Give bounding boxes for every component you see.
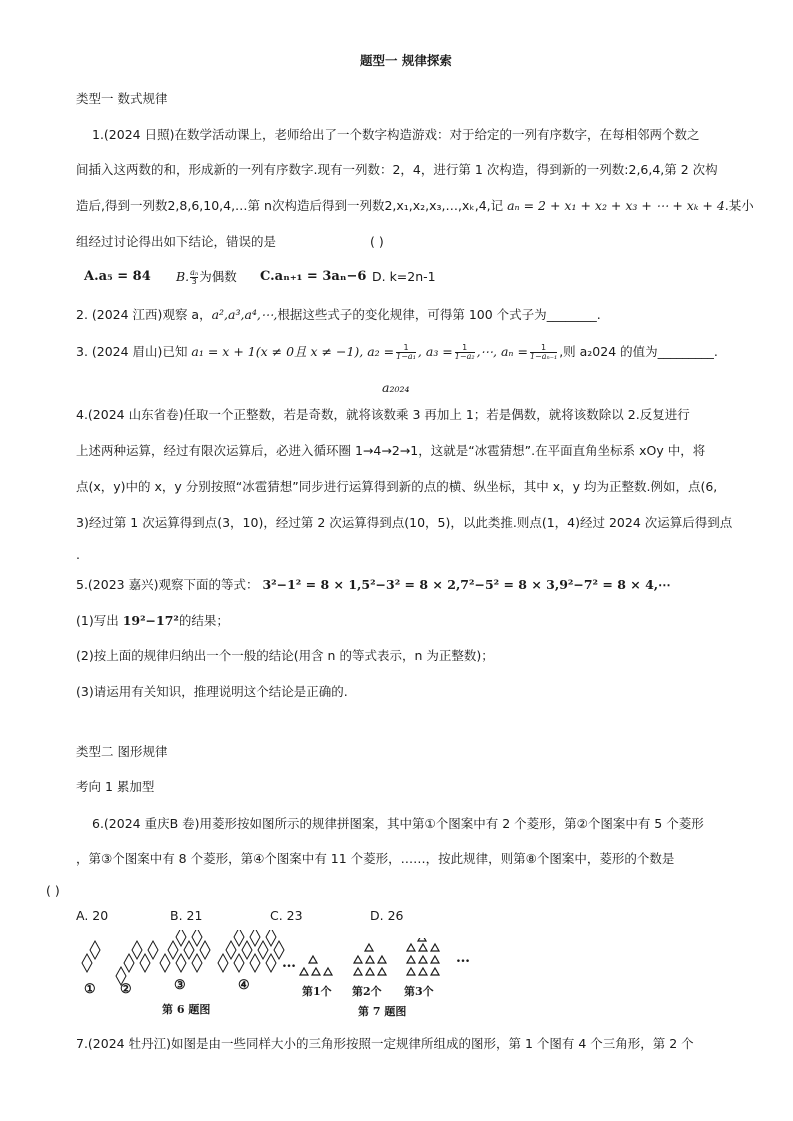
triangle: [366, 968, 374, 975]
q1-option-d: D. k=2n-1: [372, 269, 436, 284]
rhombus: [184, 941, 194, 959]
q5-part1-pre: (1)写出: [76, 613, 123, 628]
q1-line3: [76, 197, 754, 214]
q4-line4: 3)经过第 1 次运算得到点(3，10)，经过第 2 次运算得到点(10，5)，以此类推.则点(1，4)经过 2024 次运算后得到点: [76, 515, 733, 530]
subsection-kx1-heading: 考向 1 累加型: [76, 779, 155, 794]
q6-option-a: A. 20: [76, 908, 109, 923]
rhombus: [176, 954, 186, 972]
rhombus: [234, 954, 244, 972]
q5-part1-post: 的结果；: [178, 613, 229, 628]
q2-line: [76, 306, 601, 323]
q6-option-d: D. 26: [370, 908, 404, 923]
q3-frac2: [455, 344, 475, 361]
triangle: [419, 956, 427, 963]
triangle: [354, 968, 362, 975]
q2-text-pre: 2. (2024 江西)观察 a，: [76, 307, 212, 322]
q1-line3-text-d: .某小: [724, 198, 754, 213]
q2-answer-blank: ________.: [546, 307, 601, 322]
q4-line5: .: [76, 547, 80, 562]
q5-part1-math: 19²−17²: [122, 613, 179, 628]
triangle: [431, 944, 439, 951]
q1-answer-paren: ( ): [370, 234, 384, 249]
rhombus: [148, 941, 158, 959]
triangle: [354, 956, 362, 963]
q1-an-formula: aₙ = 2 + x₁ + x₂ + x₃ + ⋯ + xₖ + 4: [507, 198, 725, 213]
rhombus: [192, 930, 202, 946]
fig7-label-3: 第3个: [404, 985, 434, 998]
q3-a1-def: a₁ = x + 1(x ≠ 0且 x ≠ −1), a₂ =: [191, 344, 395, 359]
triangle: [407, 944, 415, 951]
fig7-continuation-dots: …: [456, 950, 470, 966]
rhombus: [266, 930, 276, 946]
triangle: [366, 956, 374, 963]
q4-line3: 点(x，y)中的 x，y 分别按照“冰雹猜想”同步进行运算得到新的点的横、纵坐标，其中 x，y 均为正整数.例如，点(6,: [76, 479, 718, 494]
q6-line1: 6.(2024 重庆B 卷)用菱形按如图所示的规律拼图案，其中第①个图案中有 2 个菱形，第②个图案中有 5 个菱形: [92, 816, 704, 831]
q6-option-c: C. 23: [270, 908, 303, 923]
triangle: [324, 968, 332, 975]
q7-line1: 7.(2024 牡丹江)如图是由一些同样大小的三角形按照一定规律所组成的图形，第 1 个图有 4 个三角形，第 2 个: [76, 1036, 694, 1051]
q1-line1: 1.(2024 日照)在数学活动课上，老师给出了一个数字构造游戏：对于给定的一列有序数字，在每相邻两个数之: [92, 127, 700, 142]
triangle: [419, 944, 427, 951]
q1-line2: 间插入这两数的和，形成新的一列有序数字.现有一列数：2，4，进行第 1 次构造，得到新的一列数:2,6,4,第 2 次构: [76, 162, 718, 177]
q1-option-c: C.aₙ₊₁ = 3aₙ−6: [260, 269, 367, 284]
q5-part1: [76, 612, 229, 629]
q3-frac3-den: 1−aₙ₋₁: [529, 352, 558, 361]
q5-equations: 3²−1² = 8 × 1,5²−3² = 8 × 2,7²−5² = 8 × 3,9²−7² = 8 × 4,⋯: [262, 577, 671, 592]
q3-frac2-den: 1−a₂: [454, 352, 475, 361]
triangle: [407, 956, 415, 963]
fig6-caption: 第 6 题图: [162, 1003, 211, 1016]
fig7-label-2: 第2个: [352, 985, 382, 998]
page-title: 题型一 规律探索: [360, 53, 452, 68]
fig7-label-1: 第1个: [302, 985, 332, 998]
triangle: [419, 968, 427, 975]
triangle: [431, 956, 439, 963]
q6-option-b: B. 21: [170, 908, 203, 923]
q5-text-pre: 5.(2023 嘉兴)观察下面的等式：: [76, 577, 263, 592]
rhombus: [266, 954, 276, 972]
q3-text-post: ,则 a₂024 的值为: [559, 344, 658, 359]
q1-line4: 组经过讨论得出如下结论，错误的是: [76, 234, 277, 249]
rhombus: [82, 954, 92, 972]
q6-line2: ，第③个图案中有 8 个菱形，第④个图案中有 11 个菱形，……，按此规律，则第⑧个图案中，菱形的个数是: [76, 851, 675, 866]
fig6-label-4: ④: [238, 978, 250, 993]
triangle: [300, 968, 308, 975]
rhombus: [234, 930, 244, 946]
q6-answer-paren: ( ): [46, 883, 60, 898]
triangle: [312, 968, 320, 975]
q1-option-b-frac-den: 3: [191, 277, 197, 286]
rhombus: [168, 941, 178, 959]
rhombus: [124, 954, 134, 972]
q2-powers: a²,a³,a⁴,⋯,: [211, 307, 278, 322]
q3-a3-def: , a₃ =: [417, 344, 453, 359]
fig7-caption: 第 7 题图: [358, 1005, 407, 1018]
q5-part3: (3)请运用有关知识，推理说明这个结论是正确的.: [76, 684, 348, 699]
q1-option-b-letter: B.: [176, 269, 190, 284]
q3-answer-blank: _________.: [657, 344, 718, 359]
rhombus: [250, 954, 260, 972]
q1-line3-text-c: ₖ,4,记: [469, 198, 508, 213]
q4-line2: 上述两种运算，经过有限次运算后，必进入循环圈 1→4→2→1，这就是“冰雹猜想”.在平面直角坐标系 xOy 中，将: [76, 443, 706, 458]
q3-frac2-num: 1: [455, 344, 475, 353]
q1-option-b-fraction: [190, 269, 198, 286]
q4-line1: 4.(2024 山东省卷)任取一个正整数，若是奇数，就将该数乘 3 再加上 1；若是偶数，就将该数除以 2.反复进行: [76, 407, 690, 422]
q3-frac1-num: 1: [396, 344, 416, 353]
q5-part2: (2)按上面的规律归纳出一个一般的结论(用含 n 的等式表示，n 为正整数)；: [76, 648, 494, 663]
rhombus: [258, 941, 268, 959]
q1-option-a: A.a₅ = 84: [84, 269, 151, 284]
q1-option-b: [176, 268, 237, 286]
q1-line3-text-a: 造后,得到一列数2,8,6,10,4,…第 n次构造后得到一列数2,x: [76, 198, 404, 213]
rhombus: [226, 941, 236, 959]
q3-a2024-label: a₂₀₂₄: [382, 380, 410, 395]
rhombus: [250, 930, 260, 946]
rhombus: [176, 930, 186, 946]
triangle: [407, 968, 415, 975]
rhombus: [242, 941, 252, 959]
q1-line3-text-b: ₁,x₂,x₃,…,x: [403, 198, 470, 213]
q3-text-pre: 3. (2024 眉山)已知: [76, 344, 192, 359]
fig6-label-3: ③: [174, 978, 186, 993]
rhombus: [200, 941, 210, 959]
q3-line: [76, 343, 718, 361]
q1-option-b-tail: 为偶数: [199, 269, 237, 284]
q3-frac3-num: 1: [530, 344, 557, 353]
triangle: [378, 968, 386, 975]
section-type2-heading: 类型二 图形规律: [76, 744, 168, 759]
fig6-rhombus-patterns: [76, 930, 301, 1000]
triangle: [309, 956, 317, 963]
fig6-label-2: ②: [120, 982, 132, 997]
q3-frac3: [530, 344, 557, 361]
q3-frac1: [396, 344, 416, 361]
q3-an-def: ,⋯, aₙ =: [476, 344, 528, 359]
q2-text-post: 根据这些式子的变化规律，可得第 100 个式子为: [277, 307, 547, 322]
q5-line: [76, 576, 671, 593]
triangle: [418, 938, 426, 941]
rhombus: [218, 954, 228, 972]
rhombus: [90, 941, 100, 959]
fig7-triangle-patterns: [296, 938, 446, 983]
section-type1-heading: 类型一 数式规律: [76, 91, 168, 106]
rhombus: [132, 941, 142, 959]
triangle: [365, 944, 373, 951]
rhombus: [160, 954, 170, 972]
triangle: [431, 968, 439, 975]
q3-frac1-den: 1−a₁: [396, 352, 416, 361]
fig6-continuation-dots: …: [282, 955, 296, 971]
fig6-label-1: ①: [84, 982, 96, 997]
rhombus: [140, 954, 150, 972]
q1-option-b-frac-num: aₙ: [190, 268, 199, 277]
triangle: [378, 956, 386, 963]
rhombus: [192, 954, 202, 972]
